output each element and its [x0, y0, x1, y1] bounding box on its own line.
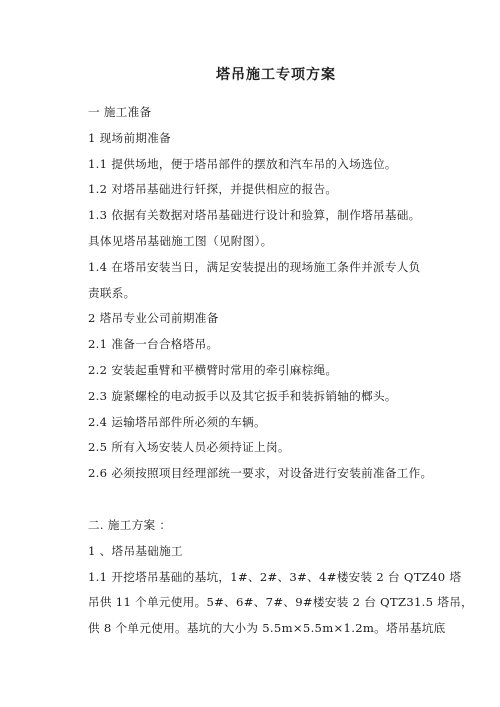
paragraph-line: 2.6 必须按照项目经理部统一要求，对设备进行安装前准备工作。 [88, 466, 433, 481]
section-heading: 二. 施工方案 ： [88, 517, 172, 532]
paragraph-line: 吊供 11 个单元使用。5#、6#、7#、9#楼安装 2 台 QTZ31.5 塔吊， [88, 595, 473, 610]
document-title: 塔吊施工专项方案 [216, 67, 336, 83]
paragraph-line: 1.2 对塔吊基础进行钎探，并提供相应的报告。 [88, 182, 338, 197]
paragraph-line: 2.3 旋紧螺栓的电动扳手以及其它扳手和装拆销轴的榔头。 [88, 388, 397, 403]
subsection-heading: 2 塔吊专业公司前期准备 [88, 311, 219, 326]
paragraph-line: 1.1 提供场地，便于塔吊部件的摆放和汽车吊的入场选位。 [88, 156, 397, 171]
paragraph-line: 1.3 依据有关数据对塔吊基础进行设计和验算，制作塔吊基础。 [88, 208, 421, 223]
paragraph-line: 责联系。 [88, 285, 136, 300]
paragraph-line: 2.1 准备一台合格塔吊。 [88, 337, 219, 352]
subsection-heading: 1 现场前期准备 [88, 130, 172, 145]
paragraph-line: 具体见塔吊基础施工图（见附图）。 [88, 233, 273, 248]
paragraph-line: 2.2 安装起重臂和平横臂时常用的牵引麻棕绳。 [88, 362, 338, 377]
section-heading: 一 施工准备 [88, 105, 152, 119]
paragraph-line: 2.4 运输塔吊部件所必须的车辆。 [88, 414, 266, 429]
section-spacer [88, 487, 462, 513]
paragraph-line: 1.1 开挖塔吊基础的基坑，1#、2#、3#、4#楼安装 2 台 QTZ40 塔 [88, 569, 462, 584]
paragraph-line: 1.4 在塔吊安装当日，满足安装提出的现场施工条件并派专人负 [88, 259, 421, 274]
paragraph-line: 2.5 所有入场安装人员必须持证上岗。 [88, 440, 290, 455]
subsection-heading: 1 、塔吊基础施工 [88, 543, 183, 558]
paragraph-line: 供 8 个单元使用。基坑的大小为 5.5m×5.5m×1.2m。塔吊基坑底 [88, 621, 446, 636]
